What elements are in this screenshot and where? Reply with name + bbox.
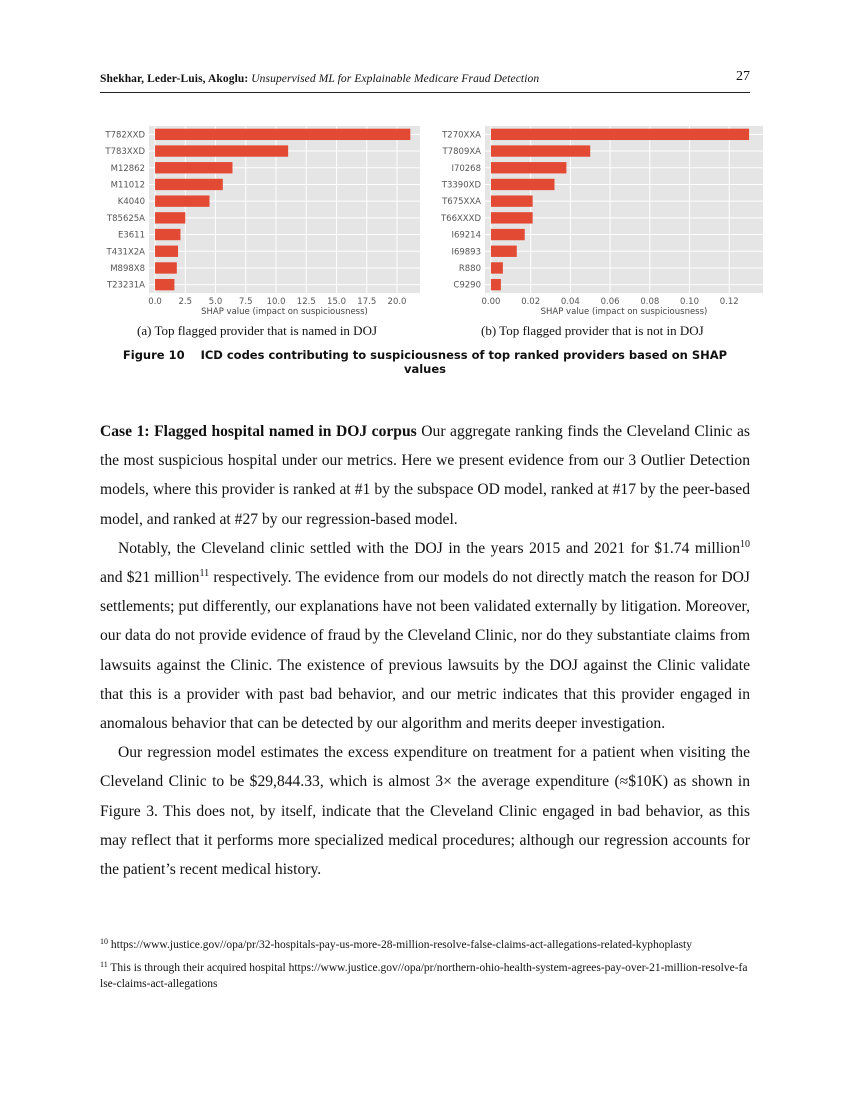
x-tick-label: 20.0 bbox=[387, 297, 407, 307]
bar-t783xxd bbox=[155, 145, 288, 156]
y-tick-label: I70268 bbox=[451, 163, 481, 174]
y-tick-label: T7809XA bbox=[442, 147, 481, 158]
y-tick-label: M12862 bbox=[110, 163, 145, 174]
footnote-ref-10[interactable]: 10 bbox=[740, 538, 750, 550]
case-heading: Case 1: Flagged hospital named in DOJ corpus bbox=[100, 423, 417, 440]
paragraph-1-text: Our aggregate ranking finds the Cleveland Clinic as the most suspicious hospital under our metrics. Here we present evidence from our 3 Outlier Detection models, where this provider is ranked at #1 by the subspace OD model, ranked at #17 by the peer-based model, and ranked at #27 by our regression-based model. bbox=[100, 423, 750, 528]
shap-chart-doj bbox=[105, 120, 425, 322]
subcaption-b: (b) Top flagged provider that is not in DOJ bbox=[481, 323, 704, 338]
figure-caption-text: ICD codes contributing to suspiciousness of top ranked providers based on SHAP values bbox=[200, 348, 728, 376]
y-tick-label: T783XXD bbox=[105, 147, 145, 158]
footnote-ref-11[interactable]: 11 bbox=[199, 568, 210, 580]
bar-i69893 bbox=[491, 246, 517, 257]
y-tick-label: M898X8 bbox=[110, 263, 145, 274]
bar-m11012 bbox=[155, 179, 223, 190]
paragraph-1 bbox=[100, 417, 750, 534]
y-tick-label: T23231A bbox=[106, 280, 145, 291]
y-tick-label: R880 bbox=[458, 263, 481, 274]
figure-caption bbox=[100, 348, 750, 376]
y-tick-label: T3390XD bbox=[441, 180, 481, 191]
x-tick-label: 0.10 bbox=[680, 297, 699, 307]
paragraph-2 bbox=[100, 534, 750, 738]
y-tick-label: T782XXD bbox=[105, 130, 145, 141]
bar-m898x8 bbox=[155, 262, 177, 273]
bar-t270xxa bbox=[491, 129, 749, 140]
shap-chart-non-doj bbox=[441, 120, 766, 322]
body-text bbox=[100, 417, 750, 884]
bar-t85625a bbox=[155, 212, 185, 223]
bar-t3390xd bbox=[491, 179, 555, 190]
y-tick-label: C9290 bbox=[453, 280, 481, 291]
x-tick-label: 15.0 bbox=[327, 297, 346, 307]
header-title: Unsupervised ML for Explainable Medicare Fraud Detection bbox=[251, 73, 540, 85]
header-authors-text: Shekhar, Leder-Luis, Akoglu: bbox=[100, 73, 249, 85]
bar-e3611 bbox=[155, 229, 180, 240]
x-tick-label: 0.00 bbox=[481, 297, 501, 307]
x-tick-label: 0.12 bbox=[719, 297, 739, 307]
paragraph-2-text-a: Notably, the Cleveland clinic settled with the DOJ in the years 2015 and 2021 for $1.74 million bbox=[118, 539, 740, 557]
x-tick-label: 0.06 bbox=[600, 297, 620, 307]
y-tick-label: E3611 bbox=[117, 230, 145, 241]
figure-label: Figure 10 bbox=[122, 348, 185, 362]
bar-c9290 bbox=[491, 279, 501, 290]
bar-m12862 bbox=[155, 162, 232, 173]
y-tick-label: T85625A bbox=[106, 213, 145, 224]
bar-i69214 bbox=[491, 229, 525, 240]
x-tick-label: 17.5 bbox=[357, 297, 377, 307]
x-tick-label: 10.0 bbox=[266, 297, 286, 307]
bar-t23231a bbox=[155, 279, 174, 290]
footnote-link[interactable]: https://www.justice.gov//opa/pr/32-hospitals-pay-us-more-28-million-resolve-false-claims-act-allegations-related-kyphoplasty bbox=[110, 939, 692, 951]
paragraph-2-text-b: and $21 million bbox=[100, 569, 200, 587]
x-tick-label: 12.5 bbox=[296, 297, 316, 307]
paragraph-2-text-c: respectively. The evidence from our models do not directly match the reason for DOJ settlements; put differently, our explanations have not been validated externally by litigation. Moreover, our data do not provide evidence of fraud by the Cleveland Clinic, nor do they substantiate claims from lawsuits against the Clinic. The existence of previous lawsuits by the DOJ against the Clinic validate that this is a provider with past bad behavior, and our metric indicates that this provider engaged in anomalous behavior that can be detected by our algorithm and merits deeper investigation. bbox=[100, 569, 750, 733]
y-tick-label: I69214 bbox=[451, 230, 481, 241]
x-axis-label: SHAP value (impact on suspiciousness) bbox=[540, 307, 708, 317]
x-axis-label: SHAP value (impact on suspiciousness) bbox=[201, 307, 368, 317]
bar-t782xxd bbox=[155, 129, 410, 140]
running-header bbox=[100, 69, 750, 93]
y-tick-label: T66XXXD bbox=[441, 213, 481, 224]
x-tick-label: 7.5 bbox=[239, 297, 253, 307]
footnote-11 bbox=[100, 960, 750, 993]
y-tick-label: T675XXA bbox=[442, 197, 481, 208]
footnotes bbox=[100, 937, 750, 999]
bar-t675xxa bbox=[491, 195, 533, 206]
bar-k4040 bbox=[155, 195, 209, 206]
y-tick-label: T270XXA bbox=[442, 130, 481, 141]
footnote-number: 10 bbox=[100, 937, 108, 946]
y-tick-label: K4040 bbox=[117, 197, 145, 208]
page-number: 27 bbox=[736, 69, 750, 84]
y-tick-label: I69893 bbox=[451, 247, 481, 258]
bar-t66xxxd bbox=[491, 212, 533, 223]
y-tick-label: T431X2A bbox=[106, 247, 145, 258]
x-tick-label: 0.08 bbox=[640, 297, 660, 307]
x-tick-label: 0.02 bbox=[521, 297, 541, 307]
x-tick-label: 2.5 bbox=[178, 297, 193, 307]
header-authors bbox=[100, 73, 539, 85]
paragraph-3: Our regression model estimates the excess expenditure on treatment for a patient when visiting the Cleveland Clinic to be $29,844.33, which is almost 3× the average expenditure (≈$10K) as shown in Figure 3. This does not, by itself, indicate that the Cleveland Clinic engaged in bad behavior, as this may reflect that it performs more specialized medical procedures; although our regression accounts for the patient’s recent medical history. bbox=[100, 744, 750, 879]
x-tick-label: 0.0 bbox=[148, 297, 162, 307]
subcaption-a: (a) Top flagged provider that is named in DOJ bbox=[137, 323, 378, 338]
footnote-number: 11 bbox=[100, 959, 108, 969]
bar-t7809xa bbox=[491, 145, 590, 156]
bar-r880 bbox=[491, 262, 503, 273]
footnote-10 bbox=[100, 937, 750, 954]
bar-i70268 bbox=[491, 162, 566, 173]
x-tick-label: 0.04 bbox=[560, 297, 580, 307]
footnote-text[interactable]: This is through their acquired hospital https://www.justice.gov//opa/pr/northern-ohio-health-system-agrees-pay-over-21-million-resolve-false-claims-act-allegations bbox=[100, 961, 748, 990]
y-tick-label: M11012 bbox=[110, 180, 145, 191]
x-tick-label: 5.0 bbox=[208, 297, 223, 307]
bar-t431x2a bbox=[155, 246, 178, 257]
